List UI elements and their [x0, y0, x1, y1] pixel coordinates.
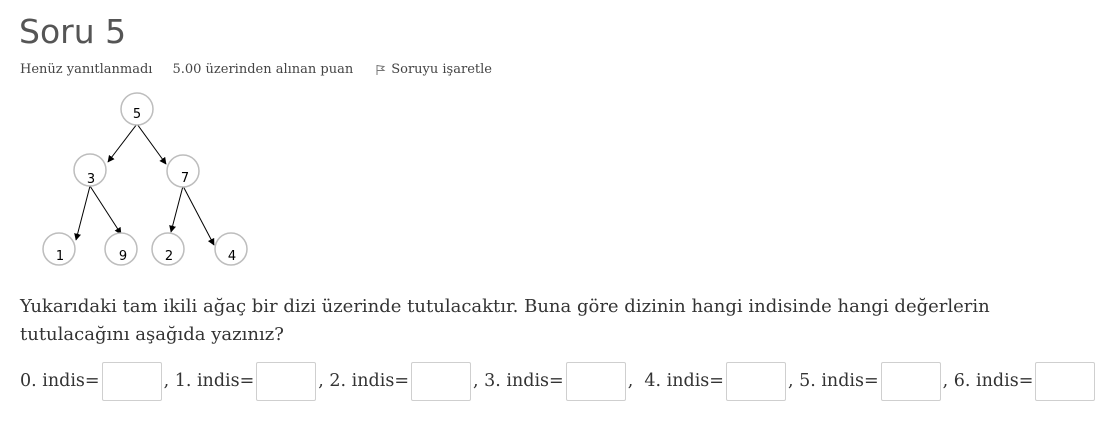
- tree-node-right-right: [215, 233, 247, 265]
- answer-label-2: , 2. indis=: [318, 371, 409, 391]
- answer-input-3[interactable]: [566, 362, 626, 401]
- tree-nodes: [43, 93, 247, 265]
- tree-node-right-left: [152, 233, 184, 265]
- binary-tree-diagram: [0, 0, 260, 275]
- tree-node-right-label: 7: [180, 171, 190, 186]
- answer-label-4: , 4. indis=: [627, 371, 724, 391]
- edge-7-2: [171, 186, 183, 232]
- tree-node-left-right-label: 9: [118, 249, 128, 264]
- tree-node-left: [74, 154, 106, 187]
- answer-input-1[interactable]: [256, 362, 316, 401]
- answer-row: [20, 360, 1097, 402]
- edge-3-1: [76, 186, 90, 240]
- flag-question-link[interactable]: [375, 62, 492, 77]
- answer-label-5: , 5. indis=: [787, 371, 879, 391]
- edge-7-4: [183, 186, 214, 245]
- tree-node-right-left-label: 2: [164, 249, 174, 264]
- answer-input-6[interactable]: [1035, 362, 1095, 401]
- answer-input-2[interactable]: [411, 362, 471, 401]
- answer-label-3: , 3. indis=: [472, 371, 564, 391]
- answer-label-1: , 1. indis=: [163, 371, 255, 391]
- question-grade: 5.00 üzerinden alınan puan: [172, 62, 354, 77]
- edge-5-7: [137, 124, 166, 164]
- flag-icon: [375, 64, 386, 76]
- answer-input-0[interactable]: [102, 362, 162, 401]
- answer-input-4[interactable]: [726, 362, 786, 401]
- tree-node-left-label: 3: [86, 172, 96, 187]
- tree-node-root: [121, 93, 153, 125]
- question-status: Henüz yanıtlanmadı: [20, 62, 153, 77]
- question-text: Yukarıdaki tam ikili ağaç bir dizi üzerinde tutulacaktır. Buna göre dizinin hangi indisinde hangi değerlerin tutulacağını aşağıda yazınız?: [20, 296, 990, 345]
- tree-node-right: [167, 155, 199, 187]
- answer-label-0: 0. indis=: [20, 371, 100, 391]
- tree-node-root-label: 5: [132, 107, 142, 122]
- flag-question-label: Soruyu işaretle: [391, 62, 492, 77]
- tree-node-right-right-label: 4: [227, 249, 237, 264]
- answer-label-6: , 6. indis=: [942, 371, 1034, 391]
- answer-input-5[interactable]: [881, 362, 941, 401]
- tree-node-left-left-label: 1: [55, 249, 65, 264]
- edge-5-3: [108, 124, 137, 162]
- edge-3-9: [90, 186, 121, 234]
- tree-node-left-left: [43, 233, 75, 265]
- question-title: Soru 5: [19, 12, 127, 51]
- tree-node-left-right: [105, 233, 137, 265]
